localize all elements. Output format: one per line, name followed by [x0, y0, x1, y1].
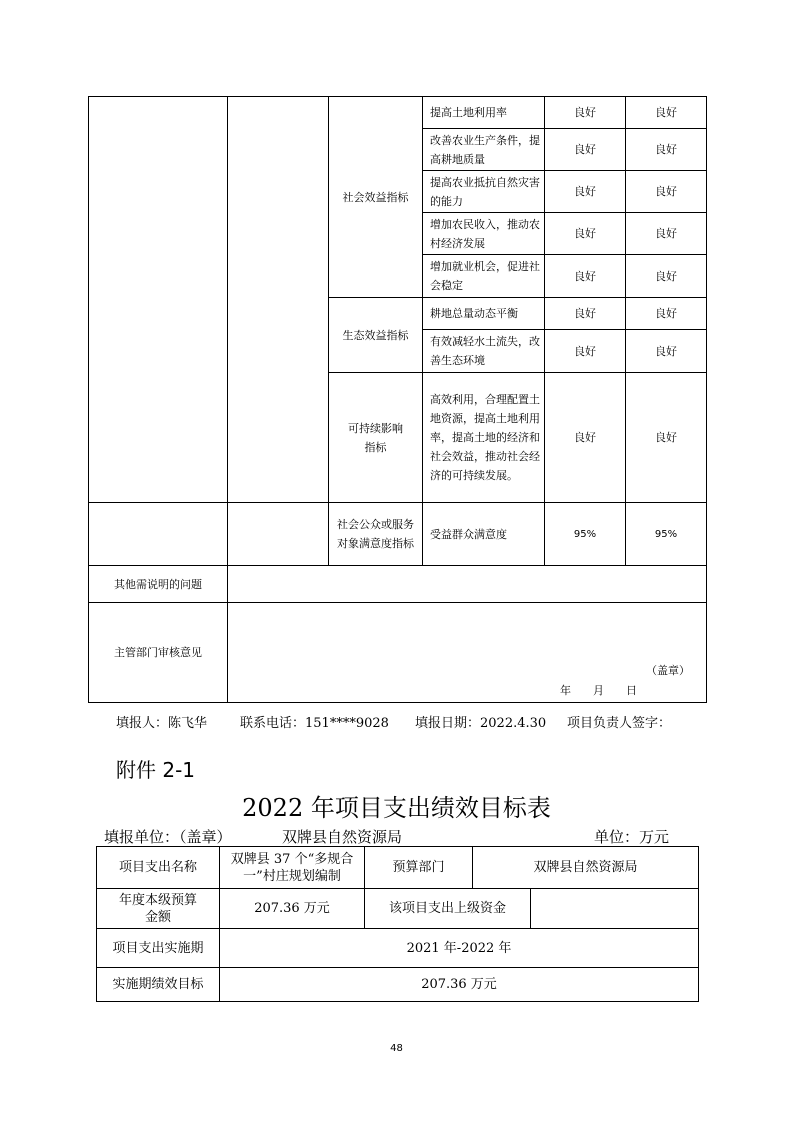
indicator-cell: 提高农业抵抗自然灾害的能力: [423, 171, 545, 213]
actual-cell: 良好: [626, 298, 707, 330]
actual-cell: 良好: [626, 255, 707, 298]
contact-phone: 联系电话：151****9028: [240, 716, 389, 731]
target-cell: 良好: [545, 330, 626, 373]
category-social: 社会效益指标: [329, 97, 423, 298]
reporting-unit-label: 填报单位：（盖章）: [104, 828, 232, 846]
goal-value: 207.36 万元: [220, 968, 699, 1002]
reporting-org: 双牌县自然资源局: [282, 828, 403, 846]
other-issues-label: 其他需说明的问题: [89, 566, 228, 603]
goal-label: 实施期绩效目标: [97, 968, 220, 1002]
actual-cell: 95%: [626, 503, 707, 566]
currency-unit: 单位：万元: [594, 828, 670, 846]
indicator-cell: 高效利用，合理配置土地资源，提高土地利用率，提高土地的经济和社会效益，推动社会经济的可持续发展。: [423, 373, 545, 503]
indicator-cell: 有效减轻水土流失，改善生态环境: [423, 330, 545, 373]
budget-dept-value: 双牌县自然资源局: [473, 847, 699, 889]
indicator-cell: 增加就业机会，促进社会稳定: [423, 255, 545, 298]
review-value: [228, 603, 707, 703]
period-value: 2021 年-2022 年: [220, 929, 699, 968]
project-name-label: 项目支出名称: [97, 847, 220, 889]
period-label: 项目支出实施期: [97, 929, 220, 968]
target-cell: 良好: [545, 255, 626, 298]
blank-cell: [228, 503, 329, 566]
target-cell: 良好: [545, 171, 626, 213]
annual-budget-value: 207.36 万元: [220, 889, 365, 929]
budget-dept-label: 预算部门: [365, 847, 473, 889]
category-sustain: 可持续影响指标: [329, 373, 423, 503]
indicator-cell: 增加农民收入，推动农村经济发展: [423, 213, 545, 255]
date-line: 年 月 日: [560, 684, 637, 697]
expenditure-target-table: [96, 846, 699, 1002]
actual-cell: 良好: [626, 373, 707, 503]
blank-cell: [228, 97, 329, 503]
upper-funds-value: [531, 889, 699, 929]
indicator-cell: 提高土地利用率: [423, 97, 545, 129]
upper-funds-label: 该项目支出上级资金: [365, 889, 531, 929]
project-name-value: 双牌县 37 个“多规合一”村庄规划编制: [220, 847, 365, 889]
target-cell: 良好: [545, 373, 626, 503]
actual-cell: 良好: [626, 171, 707, 213]
category-eco: 生态效益指标: [329, 298, 423, 373]
actual-cell: 良好: [626, 129, 707, 171]
page-number: 48: [390, 1043, 403, 1054]
actual-cell: 良好: [626, 97, 707, 129]
fill-date: 填报日期：2022.4.30: [415, 716, 547, 731]
actual-cell: 良好: [626, 330, 707, 373]
target-cell: 良好: [545, 97, 626, 129]
target-cell: 95%: [545, 503, 626, 566]
category-satisfaction: 社会公众或服务对象满意度指标: [329, 503, 423, 566]
target-cell: 良好: [545, 213, 626, 255]
attachment-label: 附件 2-1: [116, 758, 196, 782]
performance-indicator-table: [88, 96, 707, 703]
page-title: 2022 年项目支出绩效目标表: [242, 794, 551, 822]
other-issues-value: [228, 566, 707, 603]
annual-budget-label: 年度本级预算金额: [97, 889, 220, 929]
blank-cell: [89, 97, 228, 503]
indicator-cell: 受益群众满意度: [423, 503, 545, 566]
target-cell: 良好: [545, 129, 626, 171]
seal-text: （盖章）: [646, 664, 690, 677]
indicator-cell: 改善农业生产条件，提高耕地质量: [423, 129, 545, 171]
review-label: 主管部门审核意见: [89, 603, 228, 703]
filler-name: 填报人：陈飞华: [116, 716, 208, 731]
actual-cell: 良好: [626, 213, 707, 255]
signature-label: 项目负责人签字：: [567, 716, 672, 731]
indicator-cell: 耕地总量动态平衡: [423, 298, 545, 330]
target-cell: 良好: [545, 298, 626, 330]
blank-cell: [89, 503, 228, 566]
